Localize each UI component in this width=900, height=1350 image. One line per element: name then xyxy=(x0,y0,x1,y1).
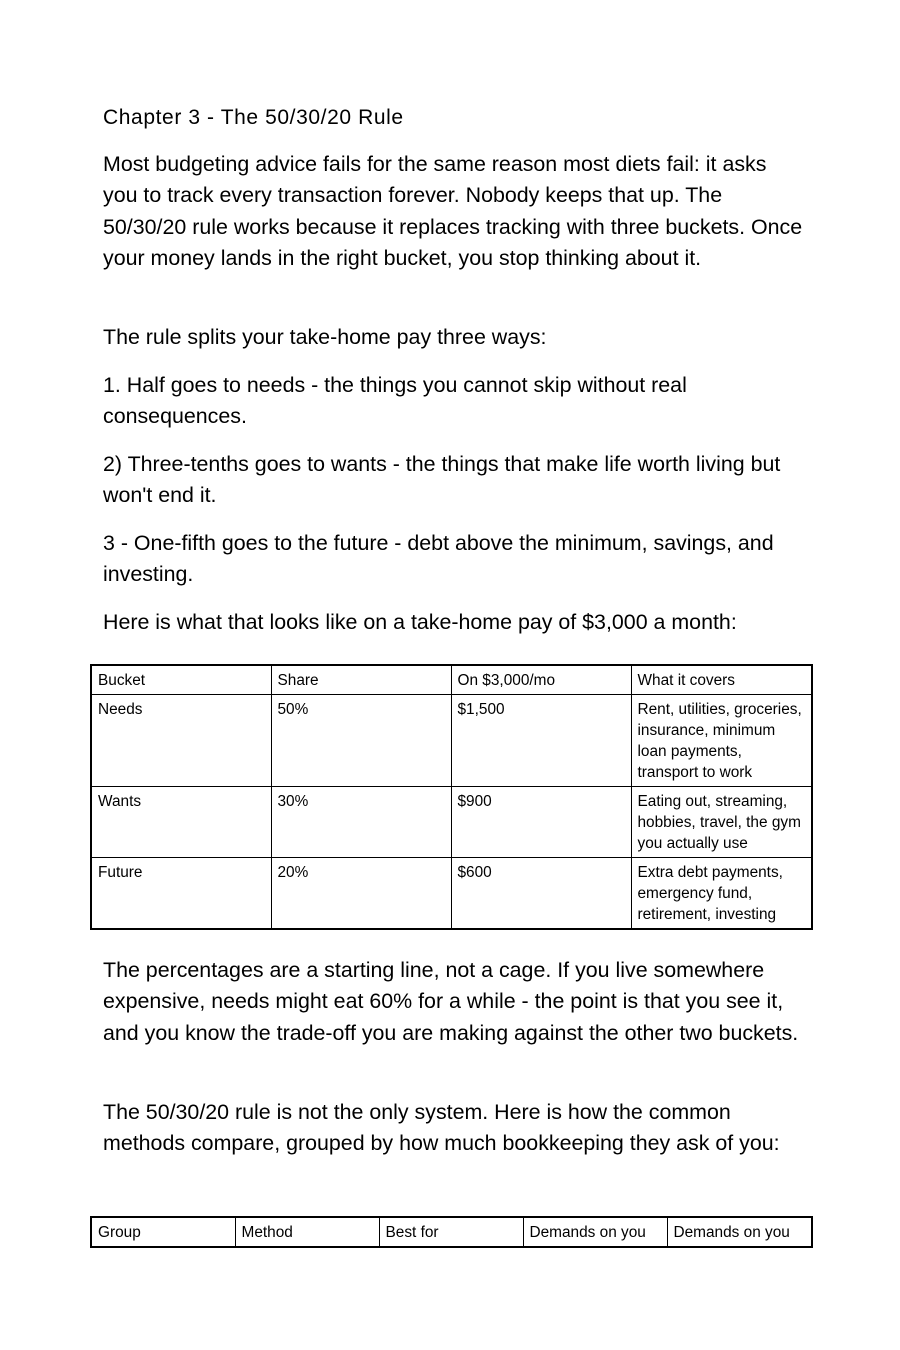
header-cell: What it covers xyxy=(631,665,812,695)
list-item-future: 3 - One-fifth goes to the future - debt above the minimum, savings, and investing. xyxy=(103,531,774,587)
table-cell: Needs xyxy=(91,695,271,787)
table-row xyxy=(91,858,812,930)
table-cell: $600 xyxy=(451,858,631,930)
table-cell: $900 xyxy=(451,787,631,858)
header-cell: Group xyxy=(91,1217,235,1247)
header-cell: Method xyxy=(235,1217,379,1247)
table-cell: 30% xyxy=(271,787,451,858)
header-cell: Demands on you xyxy=(523,1217,667,1247)
table-row xyxy=(91,695,812,787)
table-row xyxy=(91,787,812,858)
chapter-title: Chapter 3 - The 50/30/20 Rule xyxy=(103,106,404,129)
header-cell: On $3,000/mo xyxy=(451,665,631,695)
header-cell: Demands on you xyxy=(667,1217,812,1247)
table-cell: Rent, utilities, groceries, insurance, minimum loan payments, transport to work xyxy=(631,695,812,787)
methods-table xyxy=(90,1216,813,1248)
list-item-needs: 1. Half goes to needs - the things you cannot skip without real consequences. xyxy=(103,373,687,429)
table-cell: 50% xyxy=(271,695,451,787)
table-cell: $1,500 xyxy=(451,695,631,787)
percentages-paragraph: The percentages are a starting line, not a cage. If you live somewhere expensive, needs might eat 60% for a while - the point is that you see it, and you know the trade-off you are making against the other two buckets. xyxy=(103,958,799,1045)
split-paragraph: The rule splits your take-home pay three ways: xyxy=(103,325,547,349)
table-cell: Eating out, streaming, hobbies, travel, the gym you actually use xyxy=(631,787,812,858)
example-paragraph: Here is what that looks like on a take-home pay of $3,000 a month: xyxy=(103,610,737,634)
table-cell: Future xyxy=(91,858,271,930)
header-cell: Share xyxy=(271,665,451,695)
table-header-row xyxy=(91,1217,812,1247)
header-cell: Best for xyxy=(379,1217,523,1247)
list-item-wants: 2) Three-tenths goes to wants - the things that make life worth living but won't end it. xyxy=(103,452,781,508)
intro-paragraph: Most budgeting advice fails for the same reason most diets fail: it asks you to track every transaction forever. Nobody keeps that up. The 50/30/20 rule works because it replaces tracking with three buckets. Once your money lands in the right bucket, you stop thinking about it. xyxy=(103,152,803,270)
table-cell: 20% xyxy=(271,858,451,930)
table-header-row xyxy=(91,665,812,695)
header-cell: Bucket xyxy=(91,665,271,695)
systems-paragraph: The 50/30/20 rule is not the only system. Here is how the common methods compare, grouped by how much bookkeeping they ask of you: xyxy=(103,1100,780,1156)
table-cell: Wants xyxy=(91,787,271,858)
bucket-table xyxy=(90,664,813,930)
table-cell: Extra debt payments, emergency fund, retirement, investing xyxy=(631,858,812,930)
